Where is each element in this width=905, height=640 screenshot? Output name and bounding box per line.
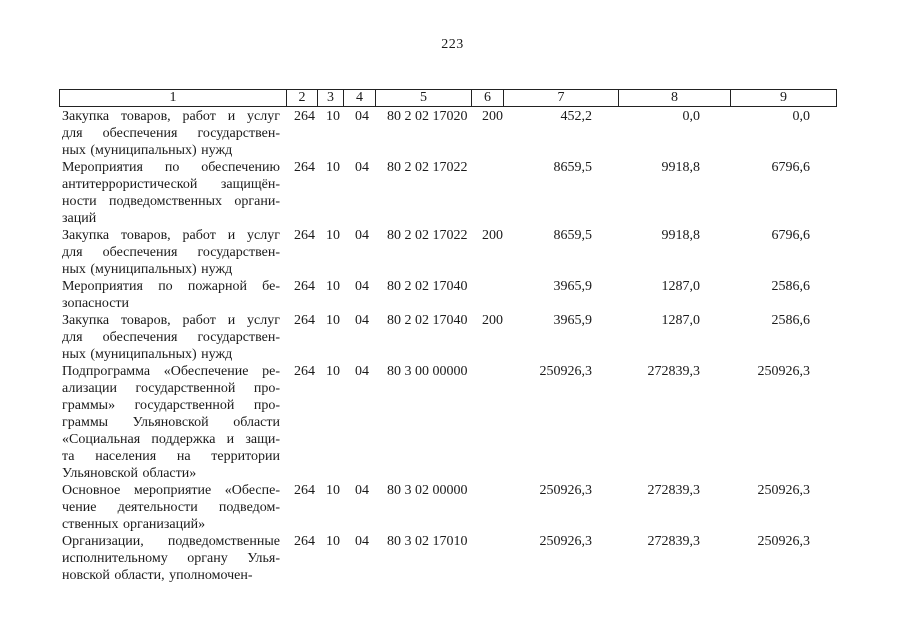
cell-c5: 80 3 02 00000 (387, 483, 468, 498)
row-name-line: ных (муниципальных) нужд (62, 347, 233, 362)
cell-c9: 0,0 (792, 109, 810, 124)
cell-c8: 272839,3 (647, 534, 700, 549)
column-header-4: 4 (344, 90, 376, 107)
cell-c2: 264 (294, 109, 315, 124)
cell-c9: 6796,6 (771, 228, 810, 243)
cell-c7: 250926,3 (539, 364, 592, 379)
column-header-8: 8 (619, 90, 731, 107)
row-name (62, 108, 280, 159)
cell-c2: 264 (294, 534, 315, 549)
cell-c8: 0,0 (682, 109, 700, 124)
row-name-line: Закупка товаров, работ и услуг (62, 109, 280, 124)
cell-c5: 80 2 02 17022 (387, 228, 468, 243)
cell-c7: 452,2 (560, 109, 592, 124)
row-name-line: Организации, подведомственные (62, 534, 280, 549)
row-name (62, 159, 280, 227)
column-header-7: 7 (504, 90, 619, 107)
row-name-line: граммы Ульяновской области (62, 415, 280, 430)
table-row (62, 278, 852, 312)
row-name-line: ных (муниципальных) нужд (62, 143, 233, 158)
column-header-2: 2 (287, 90, 318, 107)
cell-c5: 80 3 02 17010 (387, 534, 468, 549)
cell-c7: 8659,5 (553, 160, 592, 175)
row-name-line: Подпрограмма «Обеспечение ре- (62, 364, 280, 379)
cell-c4: 04 (355, 483, 369, 498)
cell-c3: 10 (326, 534, 340, 549)
table-row (62, 108, 852, 159)
row-name-line: та населения на территории (62, 449, 280, 464)
column-number-header (59, 89, 837, 107)
cell-c8: 272839,3 (647, 364, 700, 379)
column-header-6: 6 (472, 90, 504, 107)
cell-c9: 250926,3 (757, 364, 810, 379)
table-row (62, 159, 852, 227)
cell-c4: 04 (355, 313, 369, 328)
row-name-line: Ульяновской области» (62, 466, 197, 481)
cell-c5: 80 3 00 00000 (387, 364, 468, 379)
cell-c4: 04 (355, 364, 369, 379)
cell-c6: 200 (482, 109, 503, 124)
table-row (62, 482, 852, 533)
cell-c7: 3965,9 (553, 279, 592, 294)
cell-c3: 10 (326, 279, 340, 294)
cell-c5: 80 2 02 17022 (387, 160, 468, 175)
column-header-1: 1 (60, 90, 287, 107)
cell-c4: 04 (355, 160, 369, 175)
cell-c3: 10 (326, 364, 340, 379)
budget-table-body (62, 108, 852, 584)
row-name-line: для обеспечения государствен- (62, 245, 280, 260)
cell-c6: 200 (482, 313, 503, 328)
cell-c7: 8659,5 (553, 228, 592, 243)
row-name (62, 278, 280, 312)
cell-c2: 264 (294, 313, 315, 328)
row-name-line: «Социальная поддержка и защи- (62, 432, 280, 447)
column-header-3: 3 (318, 90, 344, 107)
cell-c5: 80 2 02 17040 (387, 279, 468, 294)
cell-c3: 10 (326, 228, 340, 243)
cell-c2: 264 (294, 483, 315, 498)
row-name-line: заций (62, 211, 97, 226)
table-row (62, 227, 852, 278)
row-name-line: ности подведомственных органи- (62, 194, 280, 209)
cell-c2: 264 (294, 364, 315, 379)
column-header-9: 9 (731, 90, 837, 107)
cell-c2: 264 (294, 228, 315, 243)
row-name-line: ственных организаций» (62, 517, 206, 532)
cell-c7: 250926,3 (539, 534, 592, 549)
row-name-line: Мероприятия по обеспечению (62, 160, 280, 175)
row-name-line: Закупка товаров, работ и услуг (62, 313, 280, 328)
cell-c8: 1287,0 (661, 313, 700, 328)
column-header-5: 5 (376, 90, 472, 107)
row-name-line: для обеспечения государствен- (62, 330, 280, 345)
cell-c9: 2586,6 (771, 279, 810, 294)
cell-c9: 250926,3 (757, 483, 810, 498)
row-name-line: граммы» государственной про- (62, 398, 280, 413)
row-name-line: чение деятельности подведом- (62, 500, 280, 515)
cell-c3: 10 (326, 160, 340, 175)
row-name (62, 533, 280, 584)
cell-c6: 200 (482, 228, 503, 243)
cell-c4: 04 (355, 228, 369, 243)
row-name-line: зопасности (62, 296, 130, 311)
cell-c8: 1287,0 (661, 279, 700, 294)
cell-c8: 9918,8 (661, 160, 700, 175)
cell-c8: 272839,3 (647, 483, 700, 498)
cell-c7: 3965,9 (553, 313, 592, 328)
row-name (62, 482, 280, 533)
row-name-line: Закупка товаров, работ и услуг (62, 228, 280, 243)
row-name-line: ализации государственной про- (62, 381, 280, 396)
cell-c9: 2586,6 (771, 313, 810, 328)
cell-c4: 04 (355, 534, 369, 549)
cell-c3: 10 (326, 109, 340, 124)
cell-c4: 04 (355, 279, 369, 294)
cell-c2: 264 (294, 279, 315, 294)
cell-c7: 250926,3 (539, 483, 592, 498)
cell-c5: 80 2 02 17020 (387, 109, 468, 124)
table-row (62, 533, 852, 584)
cell-c3: 10 (326, 313, 340, 328)
row-name-line: Мероприятия по пожарной бе- (62, 279, 280, 294)
row-name (62, 227, 280, 278)
row-name-line: для обеспечения государствен- (62, 126, 280, 141)
row-name (62, 312, 280, 363)
page-number: 223 (441, 37, 464, 52)
table-row (62, 312, 852, 363)
row-name-line: исполнительному органу Улья- (62, 551, 280, 566)
cell-c8: 9918,8 (661, 228, 700, 243)
cell-c9: 6796,6 (771, 160, 810, 175)
row-name-line: антитеррористической защищён- (62, 177, 280, 192)
cell-c2: 264 (294, 160, 315, 175)
table-row (62, 363, 852, 482)
row-name (62, 363, 280, 482)
row-name-line: Основное мероприятие «Обеспе- (62, 483, 280, 498)
cell-c4: 04 (355, 109, 369, 124)
row-name-line: ных (муниципальных) нужд (62, 262, 233, 277)
cell-c9: 250926,3 (757, 534, 810, 549)
cell-c3: 10 (326, 483, 340, 498)
row-name-line: новской области, уполномочен- (62, 568, 253, 583)
cell-c5: 80 2 02 17040 (387, 313, 468, 328)
